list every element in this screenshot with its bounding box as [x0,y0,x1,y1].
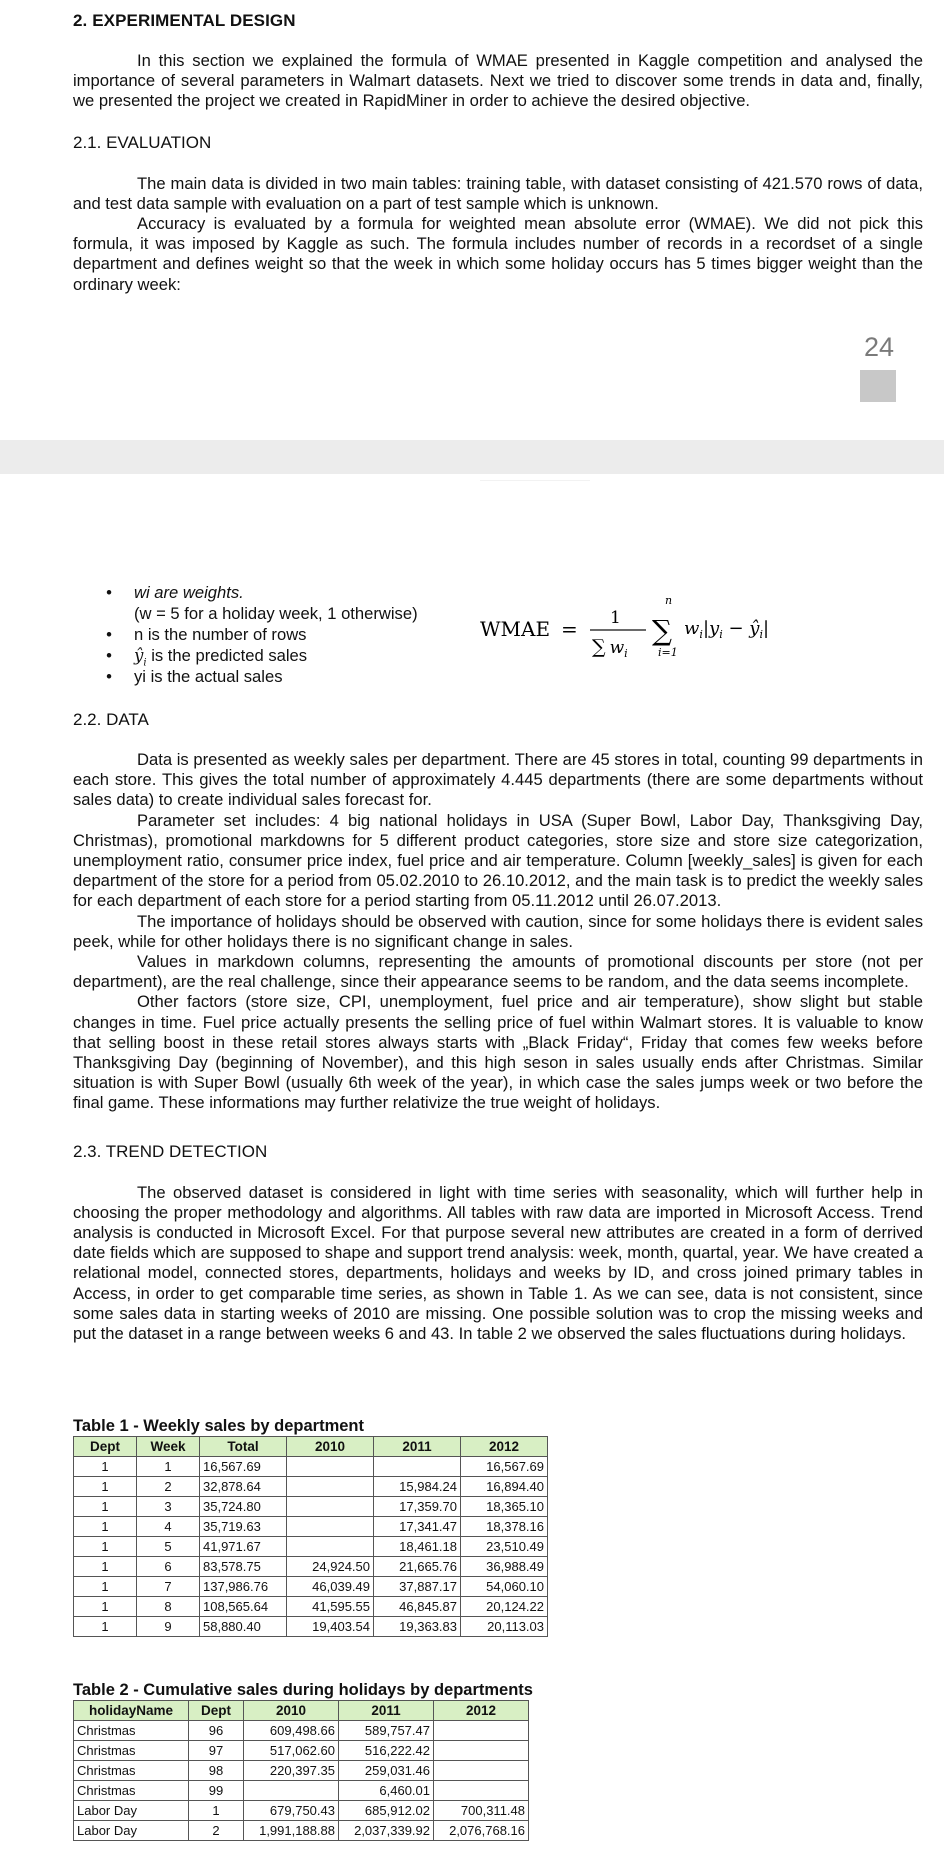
data-paragraph-4: Values in markdown columns, representing the amounts of promotional discounts per store (not per department), are the real challenge, since their appearance seems to be random, and the data seems incomplete. [73,952,923,992]
bullet-actual: • yi is the actual sales [106,667,283,686]
table-cell: 32,878.64 [200,1477,287,1497]
table-cell: Labor Day [74,1821,189,1841]
table1-header-cell: 2012 [461,1437,548,1457]
table-cell: 2,076,768.16 [434,1821,529,1841]
table-cell: 41,595.55 [287,1597,374,1617]
table-cell: 16,567.69 [461,1457,548,1477]
weekly-sales-table [73,1436,548,1637]
table-cell: Christmas [74,1761,189,1781]
table-cell: 18,461.18 [374,1537,461,1557]
table-row [74,1577,548,1597]
evaluation-paragraph-2: Accuracy is evaluated by a formula for weighted mean absolute error (WMAE). We did not pick this formula, it was imposed by Kaggle as such. The formula includes number of records in a recordset of a single department and defines weight so that the week in which some holiday occurs has 5 times bigger weight than the ordinary week: [73,214,923,294]
table2-block [73,1681,533,1841]
table1-block [73,1417,548,1637]
table-cell: 96 [189,1721,244,1741]
table-cell [434,1781,529,1801]
table-row [74,1801,529,1821]
page-upper [0,0,944,440]
sum-lower: i=1 [658,646,678,659]
table-cell: Christmas [74,1721,189,1741]
table-cell: 137,986.76 [200,1577,287,1597]
table-cell: 19,363.83 [374,1617,461,1637]
table-row [74,1457,548,1477]
table-cell: 609,498.66 [244,1721,339,1741]
table-row [74,1557,548,1577]
table1-header-cell: Dept [74,1437,137,1457]
table-cell: 220,397.35 [244,1761,339,1781]
table-cell: 97 [189,1741,244,1761]
page-separator [0,440,944,474]
table-row [74,1597,548,1617]
table-cell: 20,124.22 [461,1597,548,1617]
table-cell: 700,311.48 [434,1801,529,1821]
table2-header-cell: holidayName [74,1701,189,1721]
table2-header-row [74,1701,529,1721]
table-cell: 1,991,188.88 [244,1821,339,1841]
table-cell [434,1761,529,1781]
holiday-sales-table [73,1700,529,1841]
table-row [74,1721,529,1741]
table-cell: 1 [74,1477,137,1497]
table-cell: 1 [74,1557,137,1577]
table-cell: 1 [74,1617,137,1637]
table-cell: 99 [189,1781,244,1801]
sum-upper: n [665,596,673,607]
table-cell: 2,037,339.92 [339,1821,434,1841]
table-cell: 7 [137,1577,200,1597]
table2-header-cell: Dept [189,1701,244,1721]
table-cell [287,1537,374,1557]
table-cell: 17,341.47 [374,1517,461,1537]
formula-lhs: WMAE [480,617,551,641]
data-paragraph-5: Other factors (store size, CPI, unemployment, fuel price and air temperature), show slight but stable changes in time. Fuel price actually presents the selling price of fuel within Walmart stores. It is valuable to know that selling boost in these retail stores always starts with „Black Friday“, Friday that comes few weeks before Thanksgiving Day (beginning of November), and this high seson in sales usually ends after Christmas. Similar situation is with Super Bowl (usually 6th week of the year), in which case the sales jumps week or two before the final game. These informations may further relativize the true weight of holidays. [73,992,923,1113]
section-heading: 2. EXPERIMENTAL DESIGN [73,11,296,30]
table-cell: 1 [189,1801,244,1821]
table-cell: 35,724.80 [200,1497,287,1517]
table-cell: 9 [137,1617,200,1637]
table-cell: 2 [189,1821,244,1841]
table-cell: 16,894.40 [461,1477,548,1497]
table-cell: 1 [74,1517,137,1537]
table-cell: 23,510.49 [461,1537,548,1557]
table2-caption: Table 2 - Cumulative sales during holidays by departments [73,1681,533,1699]
table-cell: 24,924.50 [287,1557,374,1577]
table-cell: 5 [137,1537,200,1557]
table-row [74,1821,529,1841]
table-cell: 18,365.10 [461,1497,548,1517]
table-cell: 685,912.02 [339,1801,434,1821]
table-cell: 83,578.75 [200,1557,287,1577]
table1-header-cell: 2011 [374,1437,461,1457]
page-number: 24 [863,332,894,362]
table-cell: 20,113.03 [461,1617,548,1637]
table-cell [287,1497,374,1517]
table-cell: 58,880.40 [200,1617,287,1637]
table-row [74,1617,548,1637]
table-cell: 1 [137,1457,200,1477]
table-cell [374,1457,461,1477]
table-cell: 1 [74,1577,137,1597]
trend-heading: 2.3. TREND DETECTION [73,1141,268,1161]
summation-sign: ∑ [652,614,672,647]
table-cell: 1 [74,1597,137,1617]
data-heading: 2.2. DATA [73,710,149,729]
table-cell [287,1477,374,1497]
divider-line [480,480,590,481]
table-row [74,1497,548,1517]
data-section [73,710,923,1344]
table-cell: 8 [137,1597,200,1617]
data-paragraph-2: Parameter set includes: 4 big national holidays in USA (Super Bowl, Labor Day, Thanksgiving Day, Christmas), promotional markdowns for 5 different product categories, store size and store size categorization, unemployment ratio, consumer price index, fuel price and air temperature. Column [weekly_sales] is given for each department of the store for a period from 05.02.2010 to 26.10.2012, and the main task is to predict the weekly sales for each department of each store for a period starting from 05.11.2012 until 26.07.2013. [73,810,923,911]
weights-bullet-list [104,582,464,687]
table-cell: 37,887.17 [374,1577,461,1597]
table-cell: 1 [74,1537,137,1557]
table-cell: 259,031.46 [339,1761,434,1781]
trend-paragraph: The observed dataset is considered in light with time series with seasonality, which will further help in choosing the proper methodology and algorithms. All tables with raw data are imported in Microsoft Access. Trend analysis is conducted in Microsoft Excel. For that purpose several new attributes are created in a form of derrived date fields which are supposed to shape and support trend analysis: week, month, quartal, year. We have created a relational model, connected stores, departments, holidays and weeks by ID, and cross joined primary tables in Access, in order to get comparable time series, as shown in Table 1. As we can see, data is not consistent, since some sales data in starting weeks of 2010 are missing. One possible solution was to crop the missing weeks and put the dataset in a range between weeks 6 and 43. In table 2 we observed the sales fluctuations during holidays. [73,1182,923,1344]
wmae-formula [478,596,808,660]
bullet-rows: • n is the number of rows [106,625,307,644]
experimental-design-section [73,11,923,295]
table1-caption: Table 1 - Weekly sales by department [73,1417,365,1435]
y-hat-symbol: $ŷ_i$ [134,646,147,669]
page-marker [860,370,896,402]
bullet-weights: • wi are weights. [106,583,244,602]
formula-summand: $w_i|y_i$ − $ŷ_i|$ [684,618,770,641]
table2-header-cell: 2010 [244,1701,339,1721]
table-cell [434,1741,529,1761]
table-cell: 15,984.24 [374,1477,461,1497]
formula-equals: = [561,617,578,641]
table-cell: 54,060.10 [461,1577,548,1597]
table-cell: 1 [74,1497,137,1517]
table-cell: 46,039.49 [287,1577,374,1597]
table-cell: 19,403.54 [287,1617,374,1637]
table-cell [244,1781,339,1801]
evaluation-paragraph-1: The main data is divided in two main tables: training table, with dataset consisting of 421.570 rows of data, and test data sample with evaluation on a part of test sample which is unknown. [73,173,923,213]
bullet-weights-note: (w = 5 for a holiday week, 1 otherwise) [134,604,418,623]
table-row [74,1761,529,1781]
table-cell: 41,971.67 [200,1537,287,1557]
table1-header-row [74,1437,548,1457]
table-cell: 1 [74,1457,137,1477]
table-cell: 108,565.64 [200,1597,287,1617]
table-cell: 36,988.49 [461,1557,548,1577]
table-cell: 18,378.16 [461,1517,548,1537]
table-cell: 679,750.43 [244,1801,339,1821]
table-cell: Christmas [74,1781,189,1801]
table-cell: 16,567.69 [200,1457,287,1477]
data-paragraph-1: Data is presented as weekly sales per department. There are 45 stores in total, counting 99 departments in each store. This gives the total number of approximately 4.445 departments (there are some departments without sales data) to create individual sales forecast for. [73,750,923,810]
table-cell: 6,460.01 [339,1781,434,1801]
table1-header-cell: Total [200,1437,287,1457]
table-row [74,1781,529,1801]
table-row [74,1537,548,1557]
table-cell: Labor Day [74,1801,189,1821]
table-cell: 2 [137,1477,200,1497]
table-cell [287,1457,374,1477]
data-paragraph-3: The importance of holidays should be observed with caution, since for some holidays there is evident sales peek, while for other holidays there is no significant change in sales. [73,911,923,951]
table-cell: 6 [137,1557,200,1577]
evaluation-heading: 2.1. EVALUATION [73,132,212,152]
table2-header-cell: 2012 [434,1701,529,1721]
formula-denominator: ∑ $w_i$ [592,636,628,660]
table-row [74,1477,548,1497]
table-row [74,1517,548,1537]
table2-header-cell: 2011 [339,1701,434,1721]
table1-header-cell: 2010 [287,1437,374,1457]
table-cell: 21,665.76 [374,1557,461,1577]
table-row [74,1741,529,1761]
table1-header-cell: Week [137,1437,200,1457]
table-cell: 46,845.87 [374,1597,461,1617]
table-cell: Christmas [74,1741,189,1761]
table-cell: 35,719.63 [200,1517,287,1537]
formula-numerator: 1 [610,608,621,628]
table-cell: 3 [137,1497,200,1517]
table-cell: 516,222.42 [339,1741,434,1761]
table-cell: 98 [189,1761,244,1781]
table-cell: 4 [137,1517,200,1537]
table-cell [287,1517,374,1537]
table-cell: 17,359.70 [374,1497,461,1517]
bullet-predicted: • $ŷ_i$ is the predicted sales [106,646,308,669]
intro-paragraph: In this section we explained the formula of WMAE presented in Kaggle competition and analysed the importance of several parameters in Walmart datasets. Next we tried to discover some trends in data and, finally, we presented the project we created in RapidMiner in order to achieve the desired objective. [73,51,923,111]
table-cell [434,1721,529,1741]
table-cell: 517,062.60 [244,1741,339,1761]
table-cell: 589,757.47 [339,1721,434,1741]
